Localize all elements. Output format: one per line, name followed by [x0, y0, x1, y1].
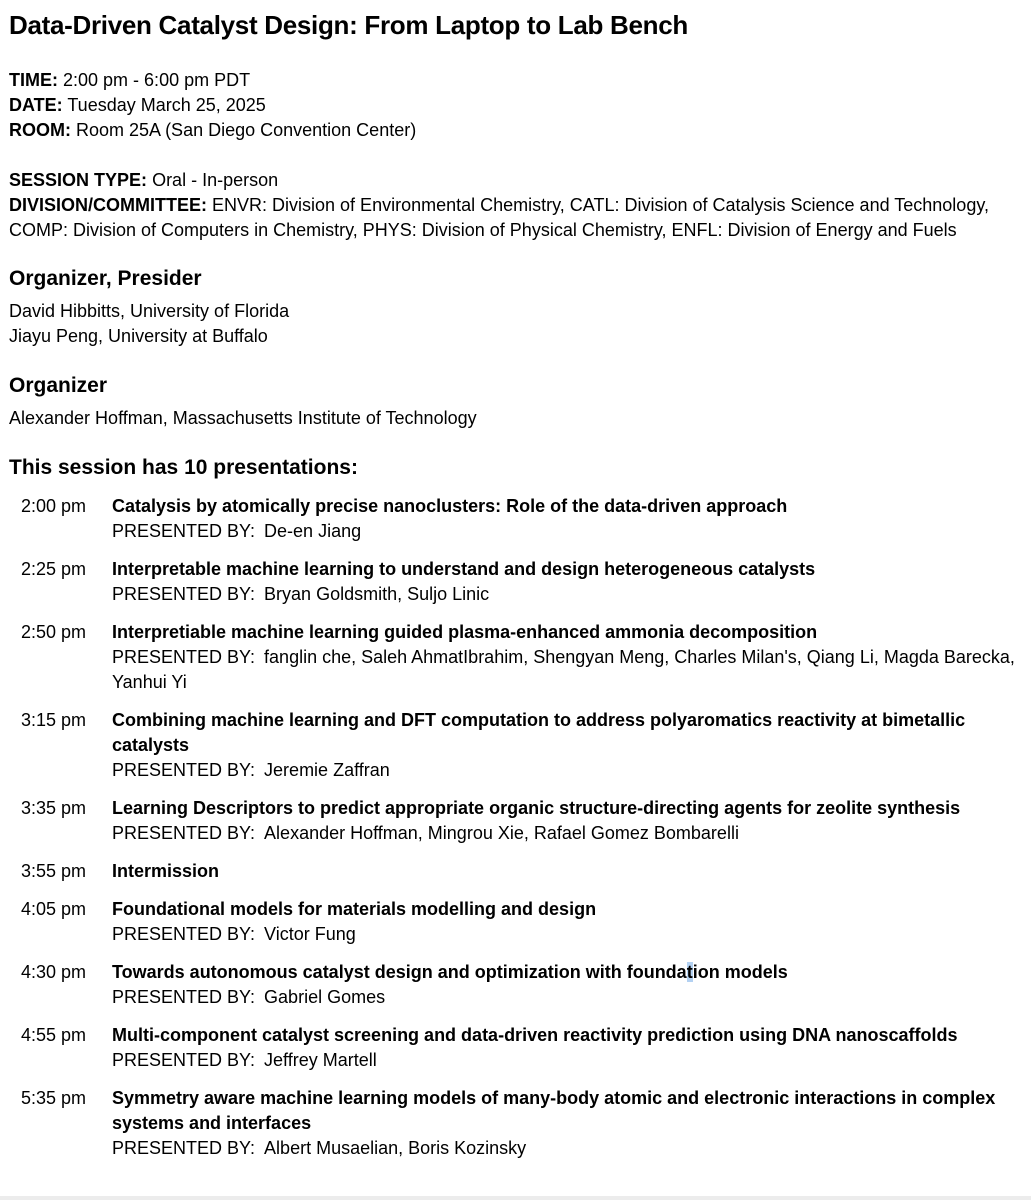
- presentation-item: [9, 494, 1022, 544]
- presentation-body: [112, 557, 1022, 607]
- presentation-item: [9, 960, 1022, 1010]
- presentation-item: [9, 557, 1022, 607]
- division-committee-label: DIVISION/COMMITTEE:: [9, 195, 207, 215]
- presenter-names: Albert Musaelian, Boris Kozinsky: [264, 1138, 527, 1158]
- presentation-body: [112, 620, 1022, 695]
- session-meta: [9, 68, 1022, 143]
- division-committee-value: ENVR: Division of Environmental Chemistry, CATL: Division of Catalysis Science and Technology, COMP: Division of Computers in Chemistry, PHYS: Division of Physical Chemistry, ENFL: Division of Energy and Fuels: [9, 195, 989, 240]
- presented-by-line: [112, 519, 1018, 544]
- presentation-title: [112, 960, 1018, 985]
- presentation-time: 2:00 pm: [21, 496, 87, 516]
- presentation-item: [9, 897, 1022, 947]
- organizer-person: Alexander Hoffman, Massachusetts Institute of Technology: [9, 408, 477, 428]
- presentation-title: Interpretiable machine learning guided plasma-enhanced ammonia decomposition: [112, 622, 818, 642]
- presented-by-label: PRESENTED BY:: [112, 521, 256, 541]
- presentation-time: 2:50 pm: [21, 622, 87, 642]
- presenter-names: Jeremie Zaffran: [264, 760, 390, 780]
- presentation-title: Symmetry aware machine learning models of many-body atomic and electronic interactions in complex systems and interfaces: [112, 1088, 996, 1133]
- presentation-time: 5:35 pm: [21, 1088, 87, 1108]
- presentation-time: 4:05 pm: [21, 899, 87, 919]
- presentation-body: [112, 960, 1022, 1010]
- presentation-body: [112, 897, 1022, 947]
- presentation-item: [9, 620, 1022, 695]
- date-label: DATE:: [9, 95, 63, 115]
- presentation-time: 2:25 pm: [21, 559, 87, 579]
- organizer-section: [9, 373, 1022, 431]
- presented-by-label: PRESENTED BY:: [112, 584, 256, 604]
- page-title: Data-Driven Catalyst Design: From Laptop to Lab Bench: [9, 10, 688, 40]
- presenter-names: fanglin che, Saleh AhmatIbrahim, Shengyan Meng, Charles Milan's, Qiang Li, Magda Barecka, Yanhui Yi: [112, 647, 1015, 692]
- presentation-time: 4:30 pm: [21, 962, 87, 982]
- presenter-names: Gabriel Gomes: [264, 987, 386, 1007]
- presentation-title: Foundational models for materials modelling and design: [112, 899, 597, 919]
- presentation-body: [112, 708, 1022, 783]
- date-line: [9, 93, 1022, 118]
- session-type-value: Oral - In-person: [152, 170, 279, 190]
- session-info: [9, 168, 1022, 243]
- presentation-title: Interpretable machine learning to understand and design heterogeneous catalysts: [112, 559, 816, 579]
- organizer-heading: Organizer: [9, 374, 108, 397]
- organizer-presider-heading: Organizer, Presider: [9, 267, 202, 290]
- title-text: Towards autonomous catalyst design and optimization with founda: [112, 962, 687, 982]
- division-committee-line: [9, 193, 1022, 243]
- time-line: [9, 68, 1022, 93]
- organizer-person: David Hibbitts, University of Florida: [9, 301, 290, 321]
- date-value: Tuesday March 25, 2025: [67, 95, 266, 115]
- presenter-names: De-en Jiang: [264, 521, 362, 541]
- room-line: [9, 118, 1022, 143]
- presenter-names: Bryan Goldsmith, Suljo Linic: [264, 584, 490, 604]
- presentation-title: Intermission: [112, 861, 220, 881]
- room-value: Room 25A (San Diego Convention Center): [76, 120, 417, 140]
- presentation-time: 3:55 pm: [21, 861, 87, 881]
- presentation-time: 3:35 pm: [21, 798, 87, 818]
- organizer-presider-section: [9, 266, 1022, 349]
- room-label: ROOM:: [9, 120, 71, 140]
- time-value: 2:00 pm - 6:00 pm PDT: [63, 70, 251, 90]
- presented-by-label: PRESENTED BY:: [112, 1138, 256, 1158]
- presentations-count-heading: This session has 10 presentations:: [9, 456, 358, 479]
- presentation-body: [112, 494, 1022, 544]
- presenter-names: Jeffrey Martell: [264, 1050, 377, 1070]
- presenter-names: Alexander Hoffman, Mingrou Xie, Rafael Gomez Bombarelli: [264, 823, 739, 843]
- presentation-title: Catalysis by atomically precise nanoclusters: Role of the data-driven approach: [112, 496, 788, 516]
- presenter-names: Victor Fung: [264, 924, 356, 944]
- presentation-item: [9, 859, 1022, 884]
- presented-by-line: [112, 922, 1018, 947]
- presented-by-label: PRESENTED BY:: [112, 1050, 256, 1070]
- text-selection-highlight: t: [686, 962, 693, 982]
- presented-by-label: PRESENTED BY:: [112, 987, 256, 1007]
- presentation-body: [112, 1023, 1022, 1073]
- presentation-item: [9, 796, 1022, 846]
- presentation-title: Multi-component catalyst screening and data-driven reactivity prediction using DNA nanoscaffolds: [112, 1025, 958, 1045]
- presented-by-label: PRESENTED BY:: [112, 647, 256, 667]
- presented-by-line: [112, 758, 1018, 783]
- session-type-label: SESSION TYPE:: [9, 170, 148, 190]
- presentation-item: [9, 1086, 1022, 1161]
- page-bottom-edge: [0, 1196, 1031, 1200]
- session-type-line: [9, 168, 1022, 193]
- presentation-item: [9, 708, 1022, 783]
- presented-by-line: [112, 985, 1018, 1010]
- presented-by-label: PRESENTED BY:: [112, 823, 256, 843]
- presentation-body: [112, 796, 1022, 846]
- presented-by-line: [112, 1136, 1018, 1161]
- presentation-title: Learning Descriptors to predict appropriate organic structure-directing agents for zeolite synthesis: [112, 798, 961, 818]
- presented-by-line: [112, 821, 1018, 846]
- presentations-list: [9, 494, 1022, 1161]
- presented-by-line: [112, 1048, 1018, 1073]
- title-text: ion models: [692, 962, 788, 982]
- presented-by-line: [112, 645, 1018, 695]
- presented-by-label: PRESENTED BY:: [112, 760, 256, 780]
- time-label: TIME:: [9, 70, 58, 90]
- organizer-person: Jiayu Peng, University at Buffalo: [9, 326, 268, 346]
- presentation-body: [112, 859, 1022, 884]
- presentation-title: Combining machine learning and DFT computation to address polyaromatics reactivity at bimetallic catalysts: [112, 710, 966, 755]
- presentation-body: [112, 1086, 1022, 1161]
- presented-by-label: PRESENTED BY:: [112, 924, 256, 944]
- presentation-item: [9, 1023, 1022, 1073]
- presentation-time: 4:55 pm: [21, 1025, 87, 1045]
- presented-by-line: [112, 582, 1018, 607]
- presentation-time: 3:15 pm: [21, 710, 87, 730]
